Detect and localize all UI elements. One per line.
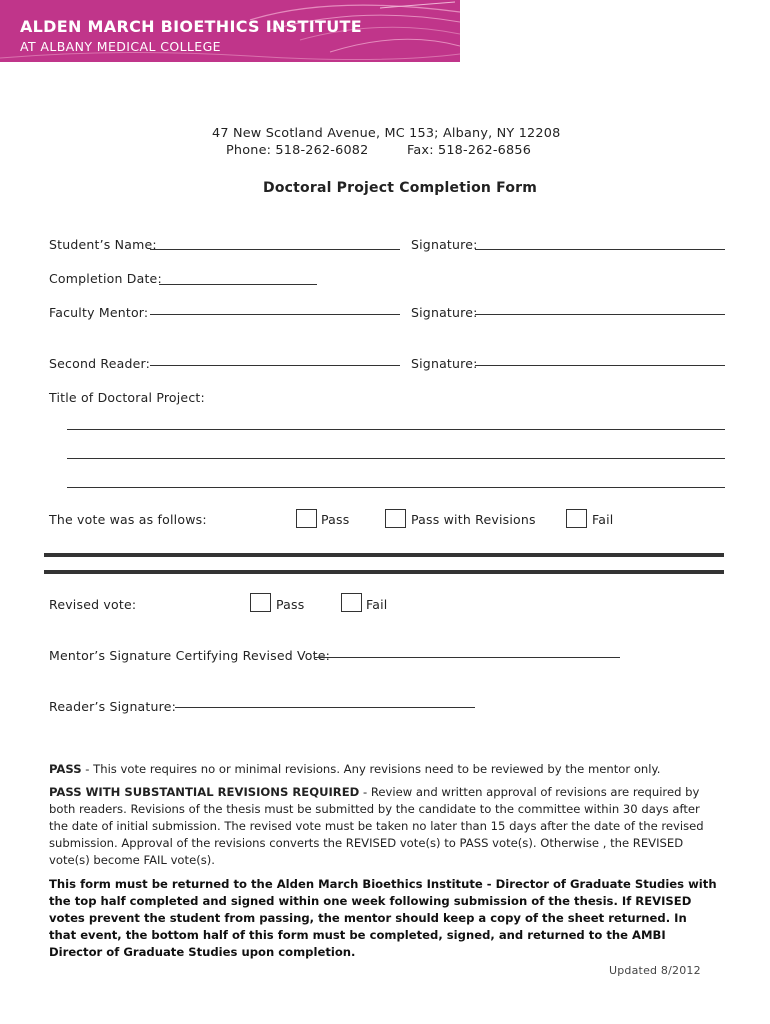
vote-fail-checkbox[interactable] [566,509,587,528]
faculty-mentor-field[interactable] [150,314,400,315]
project-title-line-1[interactable] [67,429,725,430]
vote-label: The vote was as follows: [49,512,207,527]
revised-pass-label: Pass [276,597,305,612]
faculty-mentor-label: Faculty Mentor: [49,305,149,320]
students-name-label: Student’s Name: [49,237,157,252]
institute-name: ALDEN MARCH BIOETHICS INSTITUTE [20,17,362,36]
project-title-label: Title of Doctoral Project: [49,390,205,405]
vote-fail-label: Fail [592,512,614,527]
vote-pass-with-revisions-label: Pass with Revisions [411,512,536,527]
page-title: Doctoral Project Completion Form [263,180,538,196]
project-title-line-2[interactable] [67,458,725,459]
return-notice: This form must be returned to the Alden March Bioethics Institute - Director of Graduate Studies with the top half completed and signed within one week following submission of the thesis. If REVISED votes prevent the student from passing, the mentor should keep a copy of the sheet returned. In that event, the bottom half of this form must be completed, signed, and returned to the AMBI Director of Graduate Studies upon completion. [49,877,717,959]
mentor-certifying-signature-field[interactable] [315,657,620,658]
separator-rule-top [44,553,724,557]
separator-rule-bottom [44,570,724,574]
project-title-line-3[interactable] [67,487,725,488]
vote-pass-label: Pass [321,512,350,527]
pass-text: - This vote requires no or minimal revisions. Any revisions need to be reviewed by the mentor only. [81,762,661,776]
vote-pass-with-revisions-checkbox[interactable] [385,509,406,528]
institute-logo-banner [0,0,460,62]
pass-explanation [49,761,717,778]
reader-signature-field[interactable] [475,365,725,366]
revised-pass-checkbox[interactable] [250,593,271,612]
revised-fail-checkbox[interactable] [341,593,362,612]
fax: Fax: 518-262-6856 [407,143,532,158]
completion-date-label: Completion Date: [49,271,162,286]
completion-date-field[interactable] [159,284,317,285]
reader-signature-label: Signature: [411,356,478,371]
second-reader-field[interactable] [150,365,400,366]
student-signature-label: Signature: [411,237,478,252]
readers-signature-field[interactable] [175,707,475,708]
mentor-certifying-label: Mentor’s Signature Certifying Revised Vote: [49,648,331,663]
students-name-field[interactable] [150,249,400,250]
pass-with-revisions-heading: PASS WITH SUBSTANTIAL REVISIONS REQUIRED [49,785,360,799]
pass-with-revisions-explanation [49,784,717,869]
vote-pass-checkbox[interactable] [296,509,317,528]
revised-vote-label: Revised vote: [49,597,137,612]
phone: Phone: 518-262-6082 [226,143,369,158]
student-signature-field[interactable] [475,249,725,250]
revised-fail-label: Fail [366,597,388,612]
mentor-signature-field[interactable] [475,314,725,315]
institute-subname: AT ALBANY MEDICAL COLLEGE [20,39,221,54]
pass-heading: PASS [49,762,82,776]
readers-signature-label: Reader’s Signature: [49,699,177,714]
mentor-signature-label: Signature: [411,305,478,320]
pass-with-revisions-text: - Review and written approval of revisions are required by both readers. Revisions of the thesis must be submitted by the candidate to the committee within 30 days after the date of initial submission. The revised vote must be taken no later than 15 days after the date of the revised submission. Approval of the revisions converts the REVISED vote(s) to PASS vote(s). Otherwise , the REVISED vote(s) become FAIL vote(s). [49,785,704,867]
address: 47 New Scotland Avenue, MC 153; Albany, NY 12208 [212,126,561,141]
second-reader-label: Second Reader: [49,356,151,371]
updated-date: Updated 8/2012 [609,964,701,977]
